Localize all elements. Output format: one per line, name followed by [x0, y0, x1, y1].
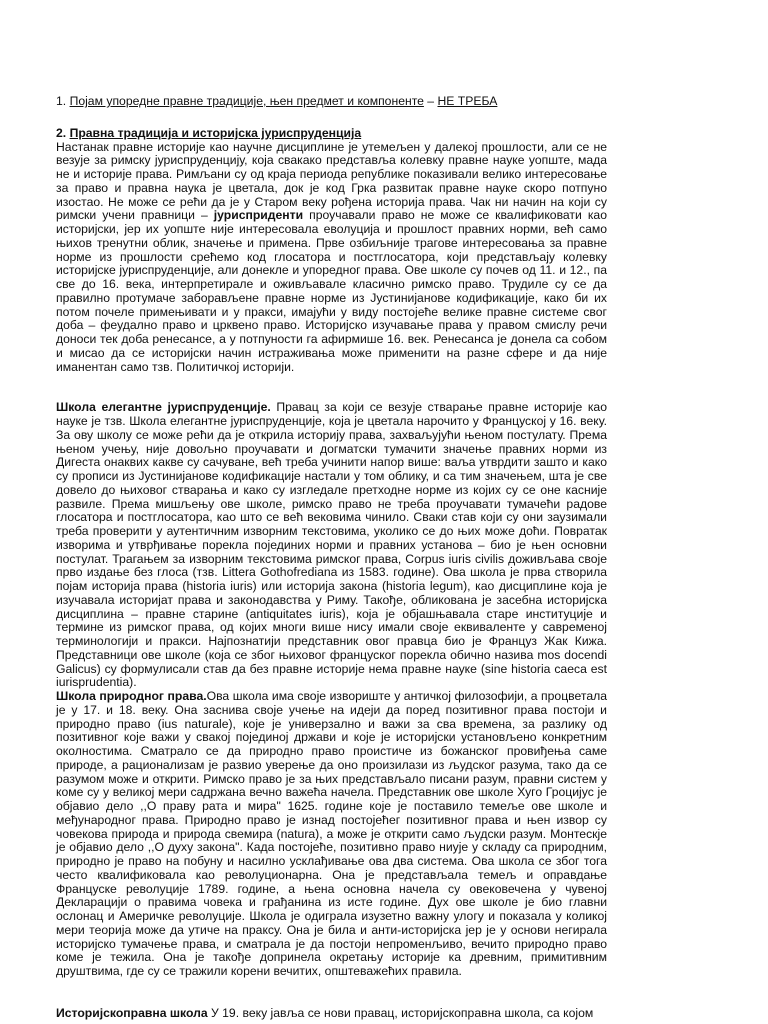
item-2-title: Правна традиција и историјска јуриспруденција [69, 125, 362, 140]
item-1-heading [56, 95, 607, 109]
paragraph-text: Настанак правне историје као научне дисциплине је утемељен у далекој прошлости, али се не везује за римску јуриспруденцију, која свакако представља колевку правне науке уопште, мада не и историје права. Римљани су од краја периода републике показивали велико интересовање за право и правна наука је цветала, док је код Грка развитак правне науке скоро потпуно изостао. Не може се рећи да је у Старом веку рођена историја права. Чак ни начин на који су римски учени правници – [56, 139, 607, 223]
paragraph-legal-history-origins [56, 141, 607, 375]
item-2-heading [56, 127, 607, 141]
item-1-note: НЕ ТРЕБА [437, 94, 498, 108]
item-2-number: 2. [56, 125, 70, 140]
paragraph-elegant-jurisprudence [56, 401, 607, 690]
item-1-title: Појам упоредне правне традиције, њен предмет и компоненте [69, 94, 424, 108]
paragraph-text: проучавали право не може се квалификовати као историјски, јер их уопште није интересовала еволуција и прошлост правних норми, већ само њихов тренутни облик, значење и примена. Прве озбиљније трагове интересовања за правне норме из прошлости срећемо код глосатора и постглосатора, који представљају колевку историјске јуриспруденције, али донекле и упоредног права. Ове школе су почев од 11. и 12., па све до 16. века, интерпретирале и оживљавале класично римско право. Трудиле су се да правилно протумаче заборављене правне норме из Јустинијанове кодификације, како би их потом почеле примењивати и у пракси, имајући у виду постојеће велике правне системе свог доба – феудално право и црквено право. Историјско изучавање права у правом смислу речи доноси тек доба ренесансе, а у потпуности га афирмише 16. век. Ренесанса је донела са собом и мисао да се историјски начин истраживања може применити на разне сфере и да није иманентан само тзв. Политичкој историји. [56, 208, 607, 374]
paragraph-natural-law [56, 690, 607, 979]
paragraph-historical-law-school [56, 1007, 607, 1021]
spacer [56, 374, 607, 401]
item-1-number: 1. [56, 94, 70, 108]
spacer [56, 109, 607, 127]
section-title-historical-law-school: Историјскоправна школа [56, 1005, 208, 1020]
spacer [56, 979, 607, 1007]
section-title-elegant-jurisprudence: Школа елегантне јуриспруденције. [56, 400, 271, 415]
paragraph-text: Ова школа има своје извориште у античкој филозофији, а процветала је у 17. и 18. веку. Она заснива своје учење на идеји да поред позитивног права постоји и природно право (ius naturale), које је универзално и важи за сва времена, за разлику од позитивног које важи у свакој појединој држави и које је историјски установљено конкретним околностима. Сматрало се да природно право проистиче из божанског провиђења саме природе, а рационализам је развио уверење да оно произилази из људског разума, тако да се разумом може и открити. Римско право је за њих представљало писани разум, правни систем у коме су у великој мери садржана вечно важећа начела. Представник ове школе Хуго Гроцијус је објавио дело ,,О праву рата и мира" 1625. године које је поставило темеље ове школе и међународног права. Природно право је изнад постојећег позитивног права и њен извор су човекова природа и природа свемира (natura), а може је открити само људски разум. Монтескје је објавио дело ,,О духу закона". Када постојеће, позитивно право ниује у складу са природним, природно је право на побуну и насилно усклађивање ова два система. Ова школа се због тога често квалификовала као револуционарна. Она је представљала темељ и оправдање Француске револуције 1789. године, а њена основна начела су овековечена у чувеној Декларацији о правима човека и грађанина из исте године. Дух ове школе је био главни ослонац и Америчке револуције. Школа је одиграла изузетно важну улогу и показала у коликој мери теорија може да утиче на праксу. Она је била и анти-историјска јер је у основи негирала историјско тумачење права, и сматрала је да постоји непроменљиво, вечито природно право коме је тежила. Она је такође допринела окретању историје ка древним, примитивним друштвима, где су се тражили корени вечитих, општеважећих правила. [56, 689, 607, 978]
paragraph-text: Правац за који се везује стварање правне историје као науке је тзв. Школа елегантне јуриспруденције, која је цветала нарочито у Француској у 16. веку. За ову школу се може рећи да је открила историју права, захваљујући њеном постулату. Према њеном учењу, није довољно проучавати и догматски тумачити значење правних норми из Дигеста онаквих какве су сачуване, већ треба учинити напор више: ваља утврдити зашто и како су прописи из Јустинијанове кодификације настали у том облику, и са тим значењем, шта је све довело до њиховог стварања и како су изгледале претходне норме из којих су се оне касније развиле. Према мишљењу ове школе, римско право не треба проучавати тумачећи радове глосатора и постглосатора, као што се већ вековима чинило. Сваки став који су они заузимали треба проверити у аутентичним изворним текстовима, уколико се до њих може доћи. Повратак изворима и утврђивање порекла појединих норми и правних установа – био је њен основни постулат. Трагањем за изворним текстовима римског права, Corpus iuris civilis доживљава своје прво издање без глоса (тзв. Littera Gothofrediana из 1583. године). Ова школа је прва створила појам историја права (historia iuris) или историја закона (historia legum), као дисциплине која је изучавала историјат права и законодавства у Риму. Такође, обликована је засебна историјска дисциплина – правне старине (antiquitates iuris), која је објашњавала старе институције и термине из римског права, од којих многи више нису имали своје еквиваленте у савременој терминологији и пракси. Најпознатији представник овог правца био је Француз Жак Кижа. Представници ове школе (која се због њиховог француског порекла обично назива mos docendi Galicus) су формулисали став да без правне историје нема правне науке (sine historia caeca est iurisprudentia). [56, 400, 607, 690]
term-jurisprudents: јурисприденти [213, 208, 304, 223]
item-1-separator: – [423, 94, 438, 108]
section-title-natural-law: Школа природног права. [56, 689, 207, 703]
paragraph-text: У 19. веку јавља се нови правац, историјскоправна школа, са којом [207, 1005, 594, 1020]
